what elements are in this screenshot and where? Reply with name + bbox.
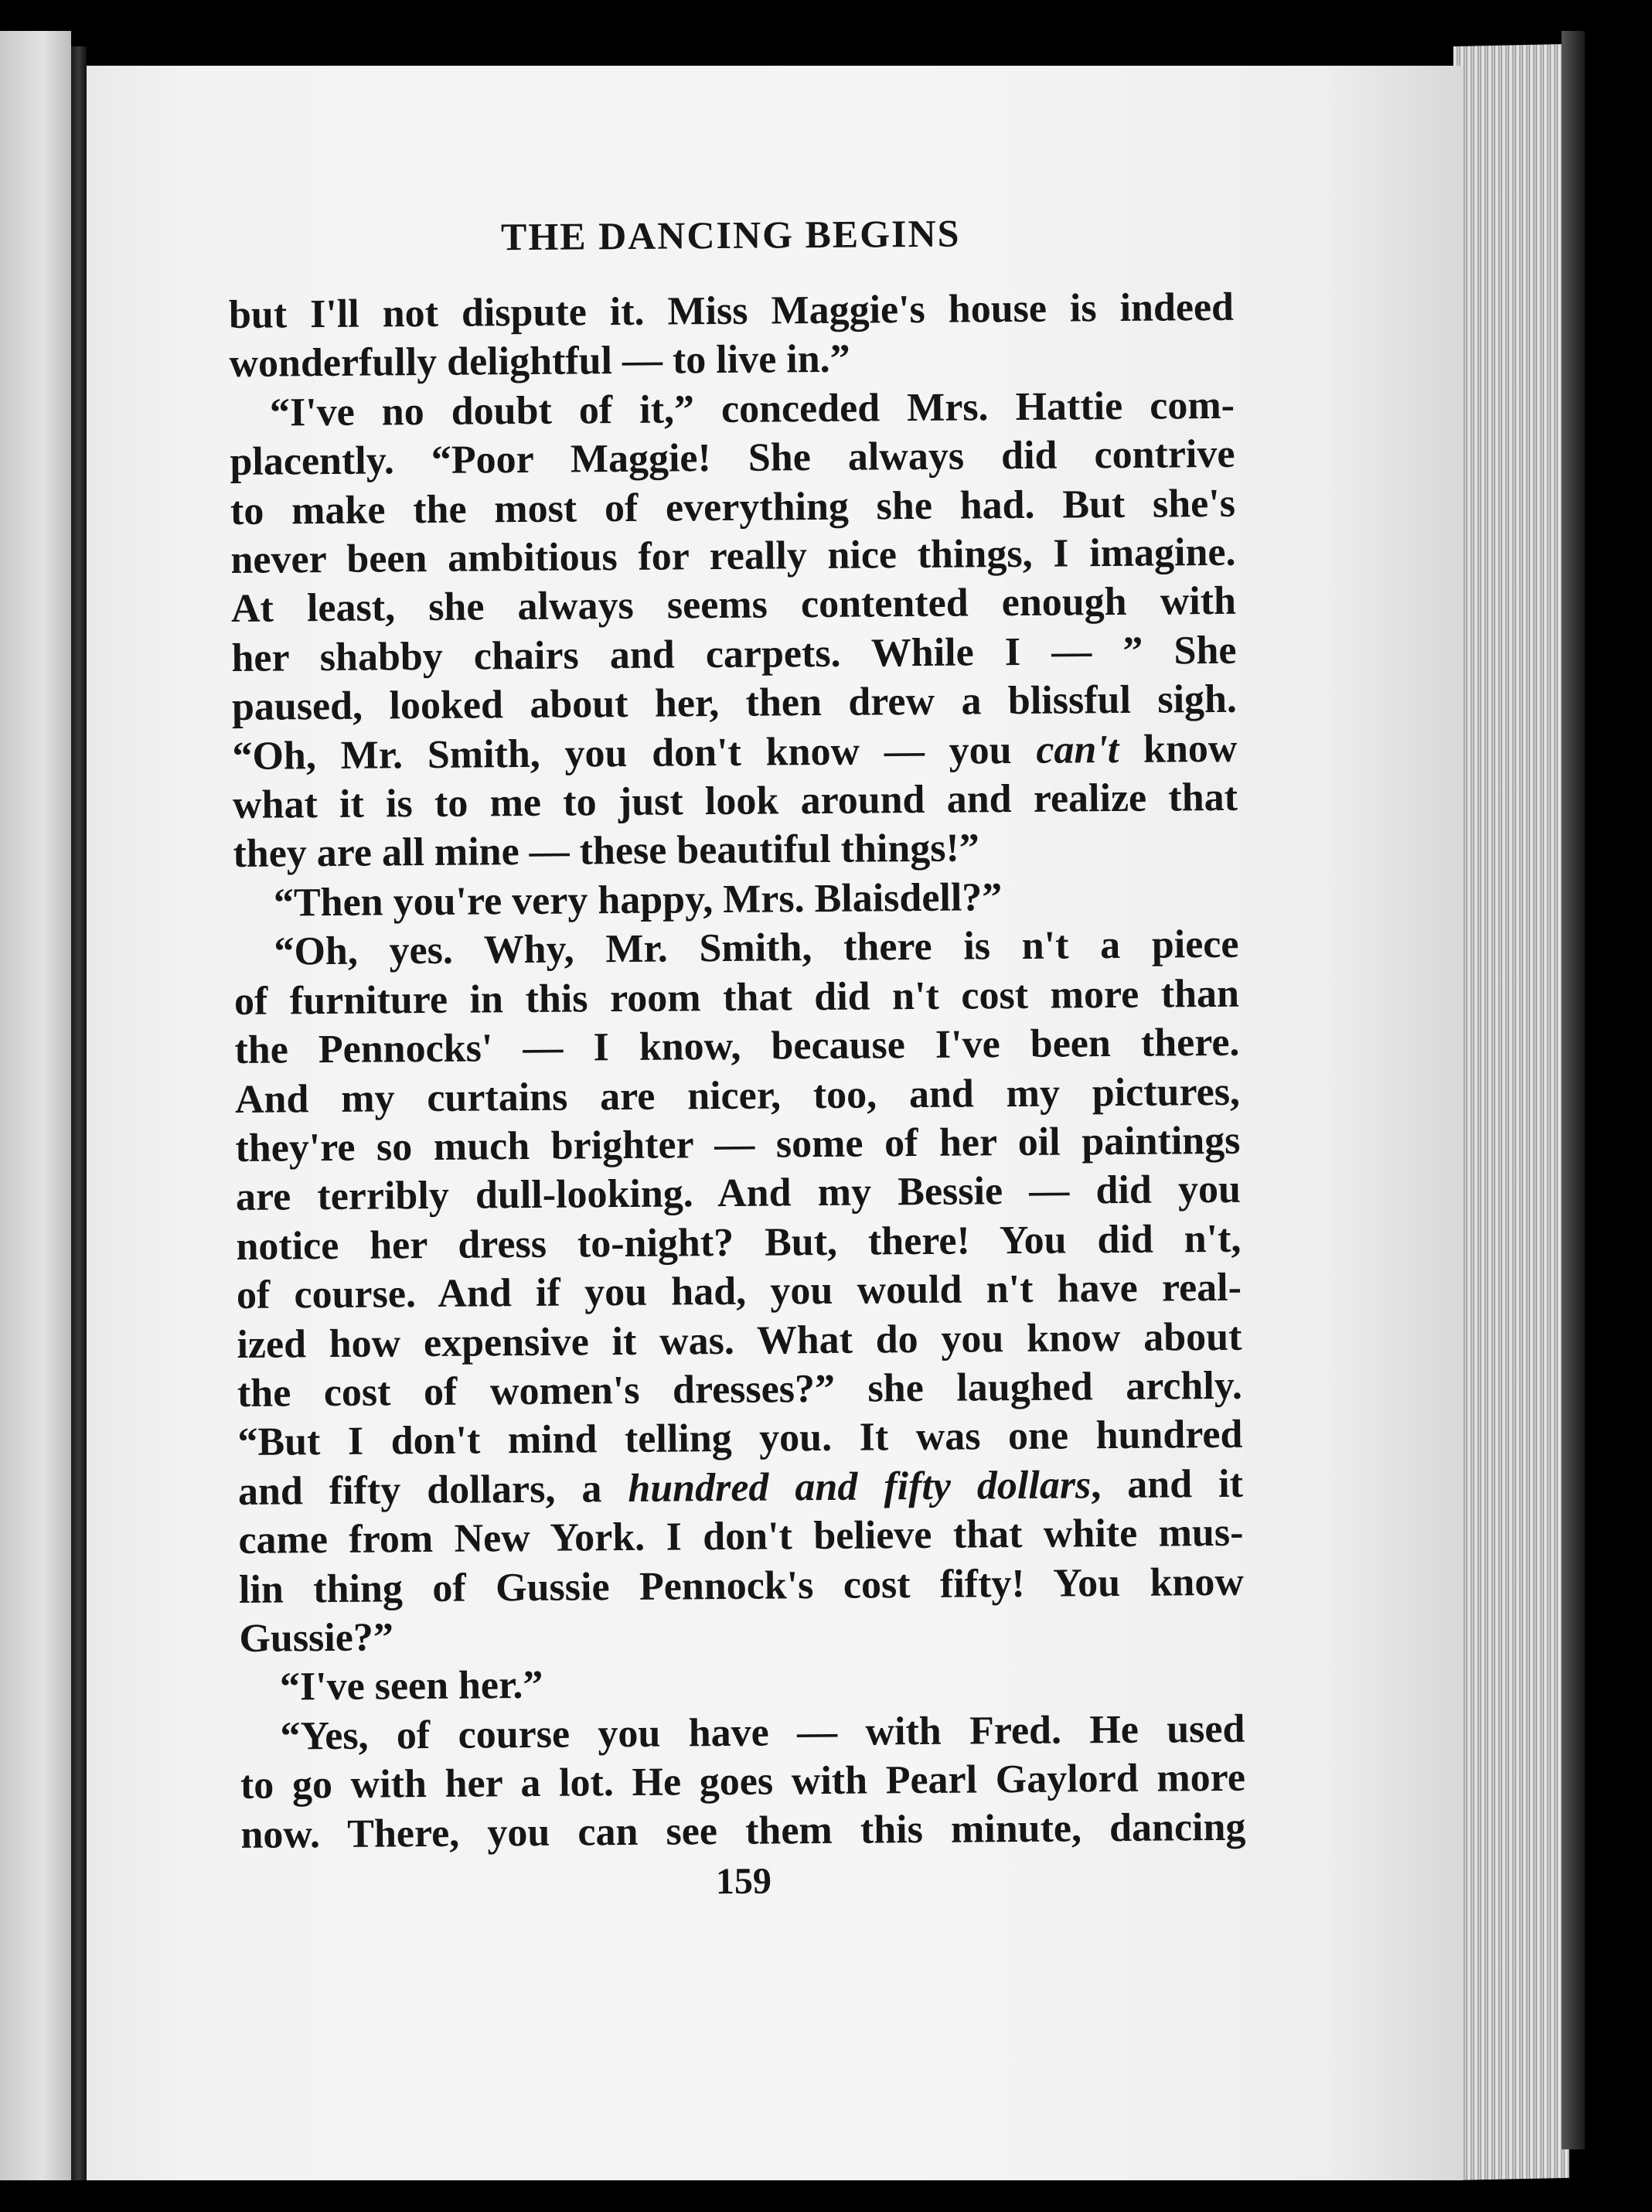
text-line: the Pennocks' — I know, because I've been there.	[234, 1020, 1240, 1073]
text-line: are terribly dull-looking. And my Bessie — did you	[235, 1167, 1242, 1220]
text-line: wonderfully delightful — to live in.”	[229, 337, 850, 387]
text-line: the cost of women's dresses?” she laughed archly.	[237, 1363, 1243, 1416]
text-line: “Yes, of course you have — with Fred. He used	[280, 1706, 1245, 1759]
body-text	[229, 283, 1246, 1859]
text-line: “But I don't mind telling you. It was one hundred	[237, 1413, 1243, 1465]
text-line: never been ambitious for really nice things, I imagine.	[230, 530, 1236, 583]
text-line: “Oh, yes. Why, Mr. Smith, there is n't a piece	[274, 922, 1239, 974]
text-line: what it is to me to just look around and realize that	[232, 775, 1238, 828]
text-line: now. There, you can see them this minute, dancing	[240, 1805, 1246, 1857]
text-line: ized how expensive it was. What do you know about	[237, 1314, 1242, 1367]
text-line: they are all mine — these beautiful things!”	[233, 826, 980, 877]
book-gutter	[71, 46, 87, 2180]
book-cover-edge	[1562, 31, 1585, 2149]
text-line: “I've seen her.”	[279, 1663, 543, 1709]
text-line: paused, looked about her, then drew a blissful sigh.	[231, 677, 1238, 730]
text-line: placently. “Poor Maggie! She always did contrive	[230, 431, 1235, 485]
text-line: “Oh, Mr. Smith, you don't know — you can't know	[232, 726, 1238, 779]
text-line: her shabby chairs and carpets. While I — ” She	[231, 628, 1237, 680]
text-line: “Then you're very happy, Mrs. Blaisdell?”	[273, 875, 1003, 925]
text-line: they're so much brighter — some of her oil paintings	[235, 1118, 1241, 1171]
text-line: of furniture in this room that did n't cost more than	[233, 971, 1240, 1024]
text-line: “I've no doubt of it,” conceded Mrs. Hattie com-	[269, 383, 1235, 435]
text-line: and fifty dollars, a hundred and fifty dollars, and it	[237, 1461, 1244, 1514]
page-number: 159	[715, 1860, 772, 1903]
text-line: of course. And if you had, you would n't have real-	[236, 1265, 1242, 1318]
previous-page-edge	[0, 31, 71, 2180]
text-line: but I'll not dispute it. Miss Maggie's house is indeed	[228, 285, 1235, 337]
text-line: to make the most of everything she had. But she's	[230, 481, 1236, 533]
text-line: Gussie?”	[239, 1615, 394, 1661]
text-line: came from New York. I don't believe that white mus-	[238, 1510, 1244, 1563]
text-line: At least, she always seems contented enough with	[230, 579, 1237, 632]
text-line: notice her dress to-night? But, there! You did n't,	[236, 1216, 1242, 1269]
running-head: THE DANCING BEGINS	[500, 211, 961, 259]
text-line: And my curtains are nicer, too, and my pictures,	[234, 1069, 1241, 1122]
text-line: lin thing of Gussie Pennock's cost fifty! You know	[238, 1559, 1245, 1612]
page-text-block	[228, 209, 1246, 1907]
text-line: to go with her a lot. He goes with Pearl Gaylord more	[240, 1755, 1246, 1808]
page-stack-edges	[1453, 44, 1569, 2180]
